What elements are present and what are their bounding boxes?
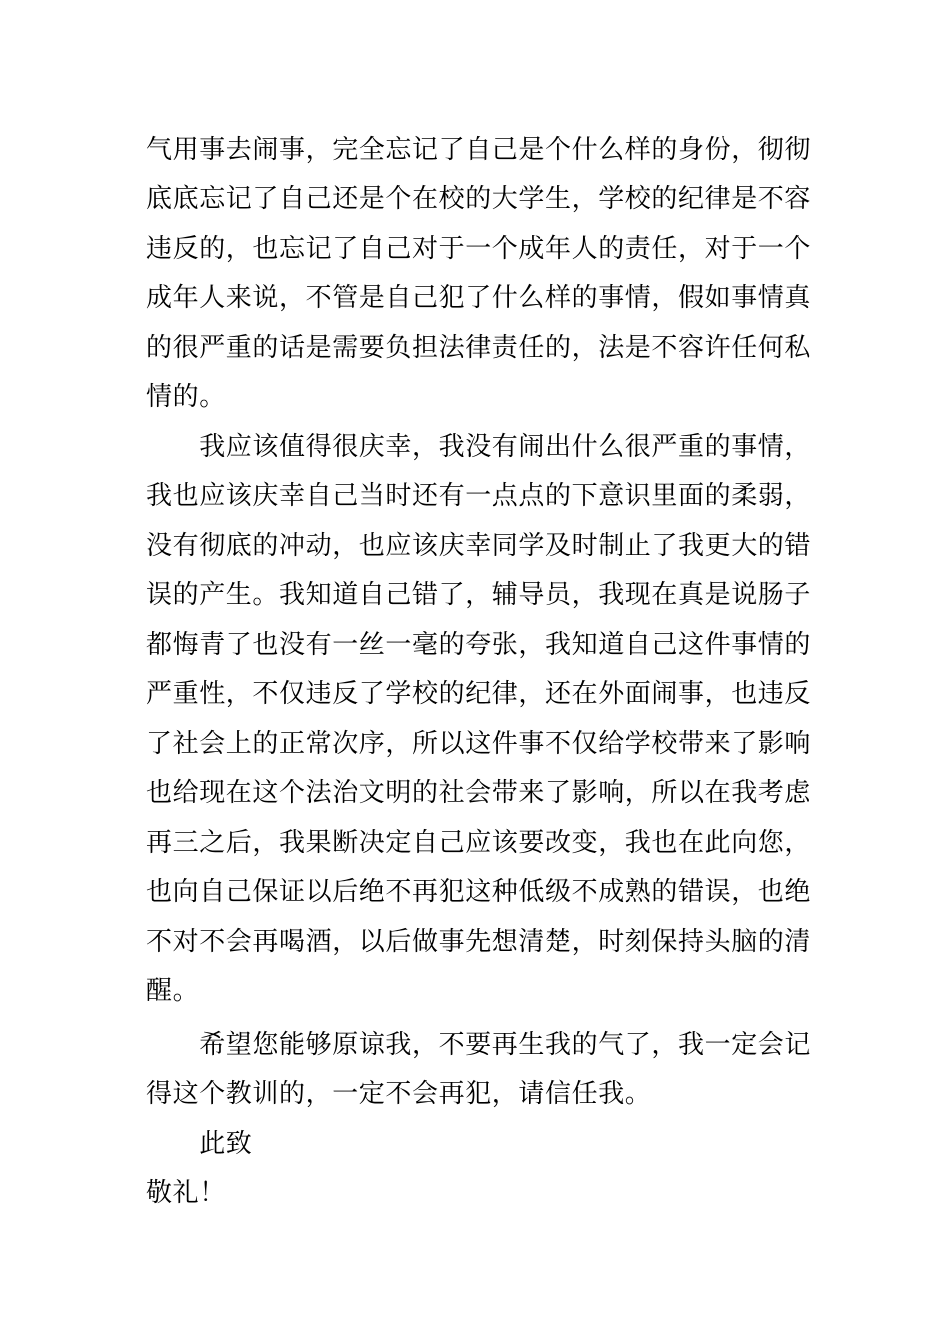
text-line: 都悔青了也没有一丝一毫的夸张，我知道自己这件事情的 xyxy=(146,630,812,660)
closing-regards: 敬礼！ xyxy=(146,1178,226,1208)
text-line: 希望您能够原谅我，不要再生我的气了，我一定会记 xyxy=(146,1030,812,1060)
text-line: 的很严重的话是需要负担法律责任的，法是不容许任何私 xyxy=(146,333,812,363)
text-line: 底底忘记了自己还是个在校的大学生，学校的纪律是不容 xyxy=(146,184,812,214)
text-line: 违反的，也忘记了自己对于一个成年人的责任，对于一个 xyxy=(146,234,812,264)
text-line: 严重性，不仅违反了学校的纪律，还在外面闹事，也违反 xyxy=(146,679,812,709)
text-line: 成年人来说，不管是自己犯了什么样的事情，假如事情真 xyxy=(146,283,812,313)
text-line: 气用事去闹事，完全忘记了自己是个什么样的身份，彻彻 xyxy=(146,135,812,165)
text-line: 得这个教训的，一定不会再犯，请信任我。 xyxy=(146,1079,652,1109)
text-line: 醒。 xyxy=(146,976,200,1006)
text-line: 也给现在这个法治文明的社会带来了影响，所以在我考虑 xyxy=(146,778,812,808)
text-line: 没有彻底的冲动，也应该庆幸同学及时制止了我更大的错 xyxy=(146,531,812,561)
text-line: 误的产生。我知道自己错了，辅导员，我现在真是说肠子 xyxy=(146,580,812,610)
text-line: 我应该值得很庆幸，我没有闹出什么很严重的事情， xyxy=(146,432,812,462)
text-line: 我也应该庆幸自己当时还有一点点的下意识里面的柔弱， xyxy=(146,481,812,511)
text-line: 情的。 xyxy=(146,382,226,412)
text-line: 也向自己保证以后绝不再犯这种低级不成熟的错误，也绝 xyxy=(146,877,812,907)
text-line: 了社会上的正常次序，所以这件事不仅给学校带来了影响 xyxy=(146,729,812,759)
closing-salutation: 此致 xyxy=(146,1129,253,1159)
text-line: 不对不会再喝酒，以后做事先想清楚，时刻保持头脑的清 xyxy=(146,927,812,957)
text-line: 再三之后，我果断决定自己应该要改变，我也在此向您， xyxy=(146,828,812,858)
